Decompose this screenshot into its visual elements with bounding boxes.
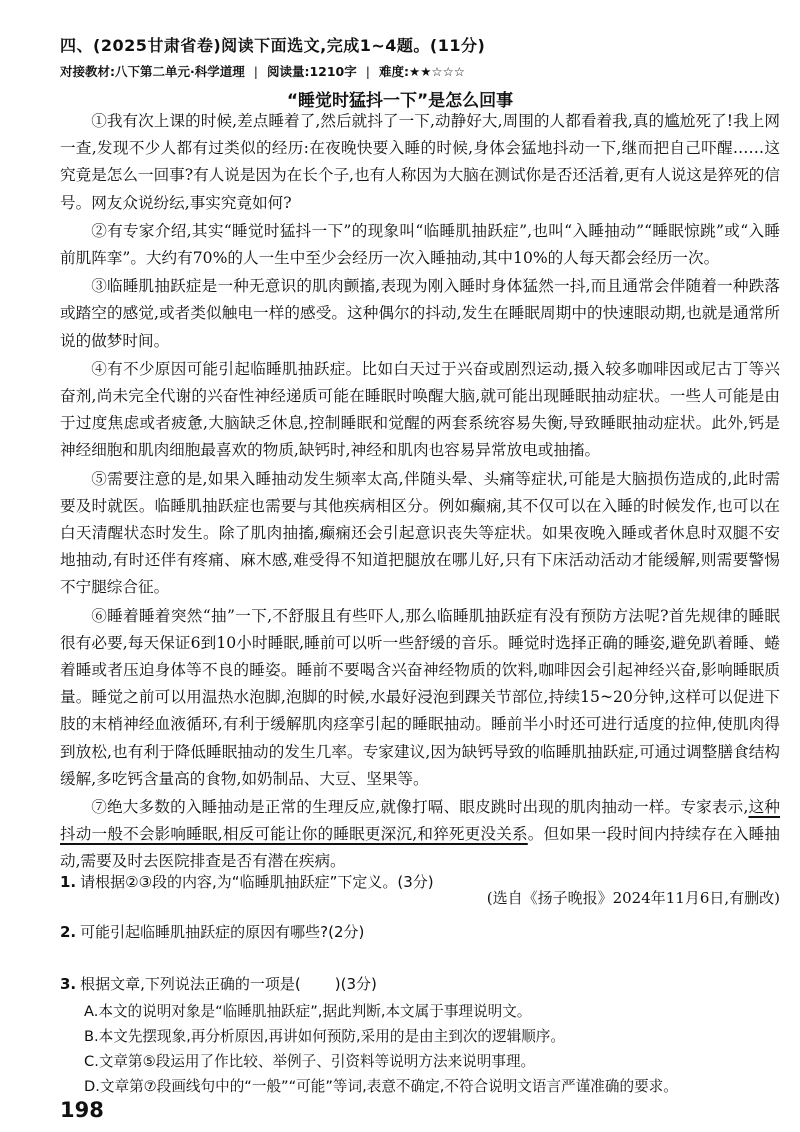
paragraph-7-lead: ⑦绝大多数的入睡抽动是正常的生理反应,就像打嗝、眼皮跳时出现的肌肉抽动一样。专家表示, xyxy=(91,798,749,817)
option-b: B.本文先摆现象,再分析原因,再讲如何预防,采用的是由主到次的逻辑顺序。 xyxy=(84,1028,565,1045)
paragraph-7 xyxy=(60,794,780,876)
difficulty-rating: 难度:★★☆☆☆ xyxy=(378,64,466,79)
meta-separator: | xyxy=(253,64,258,79)
paragraph-5: ⑤需要注意的是,如果入睡抽动发生频率太高,伴随头晕、头痛等症状,可能是大脑损伤造成的,此时需要及时就医。临睡肌抽跃症也需要与其他疾病相区分。例如癫痫,其不仅可以在入睡的时候发作,也可以在白天清醒状态时发生。除了肌肉抽搐,癫痫还会引起意识丧失等症状。如果夜晚入睡或者休息时双腿不安地抽动,有时还伴有疼痛、麻木感,难受得不知道把腿放在哪儿好,只有下床活动活动才能缓解,则需要警惕不宁腿综合征。 xyxy=(60,469,780,597)
question-number: 1. xyxy=(60,873,77,891)
article-source: (选自《扬子晚报》2024年11月6日,有删改) xyxy=(486,888,780,907)
question-2 xyxy=(60,921,364,943)
question-1 xyxy=(60,871,434,893)
page-number: 198 xyxy=(60,1098,104,1122)
word-count: 阅读量:1210字 xyxy=(266,64,357,79)
meta-separator: | xyxy=(365,64,370,79)
question-text: 请根据②③段的内容,为“临睡肌抽跃症”下定义。(3分) xyxy=(80,873,434,891)
reading-meta xyxy=(60,62,465,80)
paragraph-3: ③临睡肌抽跃症是一种无意识的肌肉颤搐,表现为刚入睡时身体猛然一抖,而且通常会伴随着一种跌落或踏空的感觉,或者类似触电一样的感受。这种偶尔的抖动,发生在睡眠周期中的快速眼动期,也就是通常所说的做梦时间。 xyxy=(60,277,780,350)
option-d: D.文章第⑦段画线句中的“一般”“可能”等词,表意不确定,不符合说明文语言严谨准确的要求。 xyxy=(84,1078,678,1095)
question-number: 2. xyxy=(60,923,77,941)
paragraph-7-tail: 。但如果一段时间内持续存在入睡抽动,需要及时去医院排查是否有潜在疾病。 xyxy=(60,825,780,871)
paragraph-4: ④有不少原因可能引起临睡肌抽跃症。比如白天过于兴奋或剧烈运动,摄入较多咖啡因或尼古丁等兴奋剂,尚未完全代谢的兴奋性神经递质可能在睡眠时唤醒大脑,就可能出现睡眠抽动症状。一些人可能是由于过度焦虑或者疲惫,大脑缺乏休息,控制睡眠和觉醒的两套系统容易失衡,导致睡眠抽动症状。此外,钙是神经细胞和肌肉细胞最喜欢的物质,缺钙时,神经和肌肉也容易异常放电或抽搐。 xyxy=(60,359,780,460)
option-c: C.文章第⑤段运用了作比较、举例子、引资料等说明方法来说明事理。 xyxy=(84,1053,536,1070)
paragraph-2: ②有专家介绍,其实“睡觉时猛抖一下”的现象叫“临睡肌抽跃症”,也叫“入睡抽动”“睡眠惊跳”或“入睡前肌阵挛”。大约有70%的人一生中至少会经历一次入睡抽动,其中10%的人每天都会经历一次。 xyxy=(60,221,780,268)
question-score: )(3分) xyxy=(334,975,377,993)
paragraph-1: ①我有次上课的时候,差点睡着了,然后就抖了一下,动静好大,周围的人都看着我,真的尴尬死了!我上网一查,发现不少人都有过类似的经历:在夜晚快要入睡的时候,身体会猛地抖动一下,继而把自己吓醒……这究竟是怎么一回事?有人说是因为在长个子,也有人称因为大脑在测试你是否还活着,更有人说这是猝死的信号。网友众说纷纭,事实究竟如何? xyxy=(60,112,780,212)
paragraph-6: ⑥睡着睡着突然“抽”一下,不舒服且有些吓人,那么临睡肌抽跃症有没有预防方法呢?首先规律的睡眠很有必要,每天保证6到10小时睡眠,睡前可以听一些舒缓的音乐。睡觉时选择正确的睡姿,避免趴着睡、蜷着睡或者压迫身体等不良的睡姿。睡前不要喝含兴奋神经物质的饮料,咖啡因会引起神经兴奋,影响睡眠质量。睡觉之前可以用温热水泡脚,泡脚的时候,水最好浸泡到踝关节部位,持续15~20分钟,这样可以促进下肢的末梢神经血液循环,有利于缓解肌肉痉挛引起的睡眠抽动。睡前半小时还可进行适度的拉伸,使肌肉得到放松,也有利于降低睡眠抽动的发生几率。专家建议,因为缺钙导致的临睡肌抽跃症,可通过调整膳食结构缓解,多吃钙含量高的食物,如奶制品、大豆、坚果等。 xyxy=(60,606,780,788)
question-text: 可能引起临睡肌抽跃症的原因有哪些?(2分) xyxy=(80,923,365,941)
textbook-link: 对接教材:八下第二单元·科学道理 xyxy=(60,64,245,79)
question-3 xyxy=(60,973,377,995)
underlined-sentence: 这种抖动一般不会影响睡眠,相反可能让你的睡眠更深沉,和猝死更没关系 xyxy=(60,798,780,844)
article-body xyxy=(60,108,780,912)
option-a: A.本文的说明对象是“临睡肌抽跃症”,据此判断,本文属于事理说明文。 xyxy=(84,1003,532,1020)
section-heading: 四、(2025甘肃省卷)阅读下面选文,完成1~4题。(11分) xyxy=(60,36,486,55)
article-title: “睡觉时猛抖一下”是怎么回事 xyxy=(286,91,514,111)
question-text: 根据文章,下列说法正确的一项是( xyxy=(80,975,301,993)
question-number: 3. xyxy=(60,975,77,993)
